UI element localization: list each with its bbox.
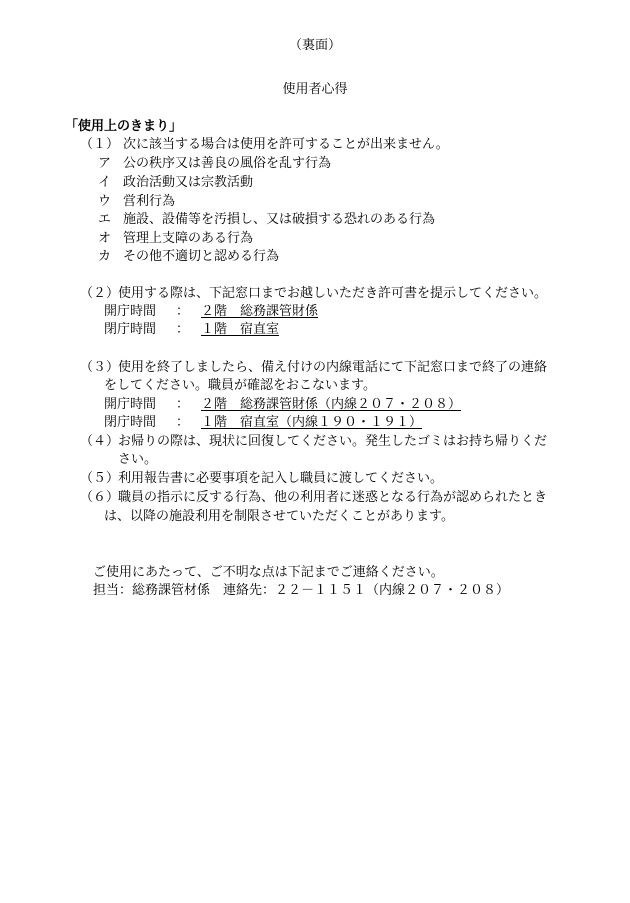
item-6-text-line2: は、以降の施設利用を制限させていただくことがあります。 — [104, 509, 454, 524]
item-3-open-value: ２階 総務課管財係（内線２０７・２０８） — [201, 397, 462, 412]
item-2-text: 使用する際は、下記窓口までお越しいただき許可書を提示してください。 — [118, 286, 548, 301]
page-side-label: （裏面） — [288, 38, 341, 53]
item-3-text-line2: をしてください。職員が確認をおこないます。 — [104, 378, 376, 393]
item-1-sub-text: 公の秩序又は善良の風俗を乱す行為 — [123, 156, 332, 171]
item-4-text-line2: さい。 — [118, 452, 158, 467]
item-1-sub-key: カ — [98, 249, 112, 264]
item-3-number: （３） — [80, 360, 120, 375]
item-1-sub-key: エ — [98, 212, 112, 227]
item-3-closed-colon: ： — [176, 415, 190, 430]
item-2-closed-value: １階 宿直室 — [201, 322, 280, 337]
item-1-number: （１） — [80, 137, 120, 152]
item-1-sub-text: 施設、設備等を汚損し、又は破損する恐れのある行為 — [123, 212, 436, 227]
item-3-closed-label: 閉庁時間 — [104, 415, 157, 430]
item-1-sub-text: その他不適切と認める行為 — [123, 249, 280, 264]
item-1-sub-key: オ — [98, 231, 112, 246]
item-1-sub-text: 政治活動又は宗教活動 — [123, 175, 254, 190]
item-3-open-label: 開庁時間 — [104, 397, 157, 412]
item-2-closed-colon: ： — [176, 322, 190, 337]
item-5-number: （５） — [80, 471, 120, 486]
item-1-sub-key: イ — [98, 175, 112, 190]
section-title: 「使用上のきまり」 — [65, 119, 183, 134]
item-1-sub-key: ウ — [98, 194, 112, 209]
item-2-open-value: ２階 総務課管財係 — [201, 304, 319, 319]
item-6-number: （６） — [80, 490, 120, 505]
item-4-text-line1: お帰りの際は、現状に回復してください。発生したゴミはお持ち帰りくだ — [118, 434, 548, 449]
footer-contact-info: 担当：総務課管材係 連絡先：２２－１１５１（内線２０７・２０８） — [93, 583, 510, 598]
item-1-sub-text: 営利行為 — [123, 194, 176, 209]
item-5-text: 利用報告書に必要事項を記入し職員に渡してください。 — [118, 471, 444, 486]
item-2-closed-label: 閉庁時間 — [104, 322, 157, 337]
item-3-closed-value: １階 宿直室（内線１９０・１９１） — [201, 415, 423, 430]
item-1-sub-key: ア — [98, 156, 112, 171]
footer-contact-note: ご使用にあたって、ご不明な点は下記までご連絡ください。 — [93, 565, 444, 580]
item-2-number: （２） — [80, 286, 120, 301]
item-1-sub-text: 管理上支障のある行為 — [123, 231, 254, 246]
item-3-text-line1: 使用を終了しましたら、備え付けの内線電話にて下記窓口まで終了の連絡 — [118, 360, 548, 375]
item-6-text-line1: 職員の指示に反する行為、他の利用者に迷惑となる行為が認められたとき — [118, 490, 548, 505]
page-title: 使用者心得 — [282, 82, 348, 97]
item-4-number: （４） — [80, 434, 120, 449]
item-2-open-label: 開庁時間 — [104, 304, 157, 319]
item-2-open-colon: ： — [176, 304, 190, 319]
item-1-text: 次に該当する場合は使用を許可することが出来ません。 — [123, 137, 449, 152]
item-3-open-colon: ： — [176, 397, 190, 412]
